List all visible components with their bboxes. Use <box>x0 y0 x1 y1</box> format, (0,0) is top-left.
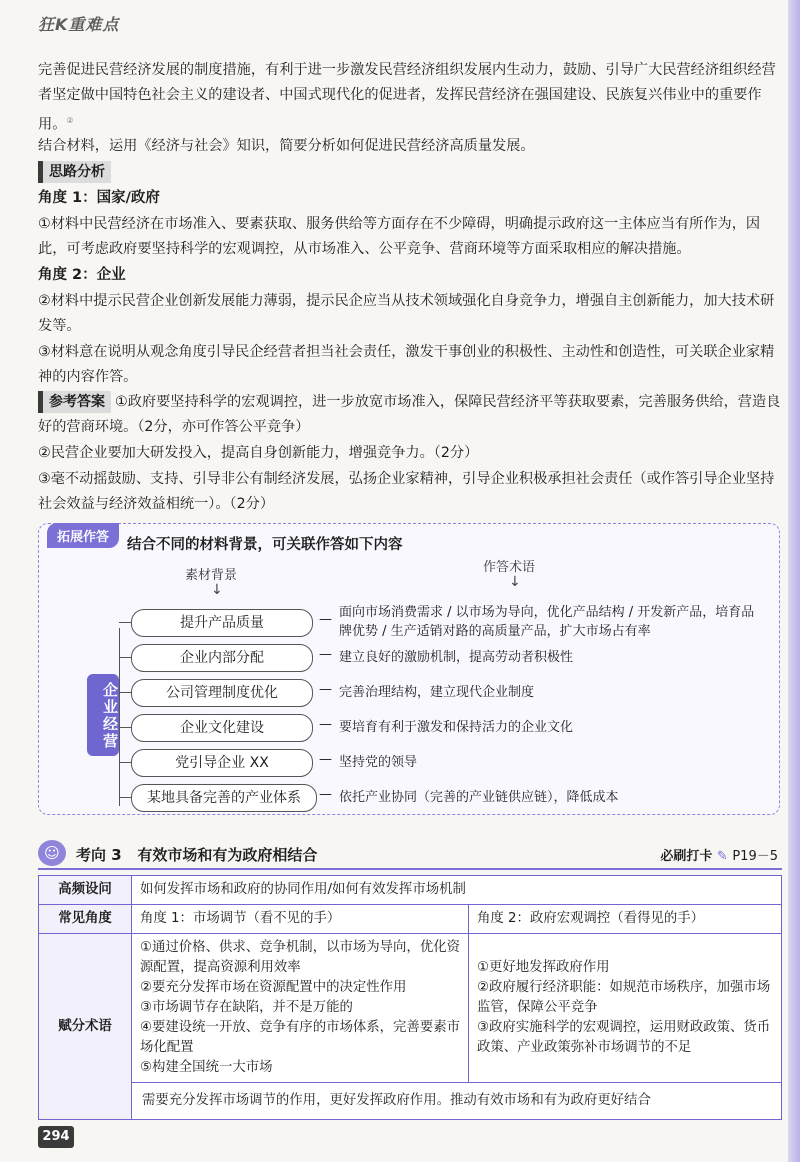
dash: — <box>319 612 332 627</box>
government-terms-cell <box>469 934 782 1083</box>
row-head-angle: 常见角度 <box>39 905 132 934</box>
angle2-text-b: ③材料意在说明从观念角度引导民企经营者担当社会责任，激发干事创业的积极性、主动性和创造性，可关联企业家精神的内容作答。 <box>38 344 775 385</box>
section-header <box>38 840 782 870</box>
answer-a1-text: ①政府要坚持科学的宏观调控，进一步放宽市场准入，保障民营经济平等获取要素，完善服务供给，营造良好的营商环境。（2分，亦可作答公平竞争） <box>38 394 781 435</box>
branch-line <box>119 797 131 798</box>
angle-government: 角度 2：政府宏观调控（看得见的手） <box>469 905 782 934</box>
expansion-box <box>38 523 780 815</box>
branch-line <box>119 622 131 623</box>
answer-tag: 参考答案 <box>38 391 111 413</box>
dash: — <box>319 682 332 697</box>
center-label-enterprise: 企业经营 <box>87 674 119 756</box>
list-item: ⑤构建全国统一大市场 <box>140 1060 273 1075</box>
section-label: 考向 3 <box>76 846 122 864</box>
node-product-quality: 提升产品质量 <box>131 609 313 637</box>
list-item: ④要建设统一开放、竞争有序的市场体系，完善要素市场化配置 <box>140 1020 460 1055</box>
desc-party-guidance: 坚持党的领导 <box>339 755 418 770</box>
list-item: ③市场调节存在缺陷，并不是万能的 <box>140 1000 353 1015</box>
summary-table <box>38 875 782 1120</box>
answer-a2: ②民营企业要加大研发投入，提高自身创新能力，增强竞争力。（2分） <box>38 445 479 461</box>
answer-a1 <box>38 390 782 440</box>
question-text: 结合材料，运用《经济与社会》知识，简要分析如何促进民营经济高质量发展。 <box>38 138 535 154</box>
row-head-question: 高频设问 <box>39 876 132 905</box>
material-text: 完善促进民营经济发展的制度措施，有利于进一步激发民营经济组织发展内生动力，鼓励、引导广大民营经济组织经营者坚定做中国特色社会主义的建设者、中国式现代化的促进者，发挥民营经济在强国建设、民族复兴伟业中的重要作用。 <box>38 62 776 133</box>
analysis-tag: 思路分析 <box>38 161 111 183</box>
dash: — <box>319 752 332 767</box>
dash: — <box>319 647 332 662</box>
angle2-title: 角度 2：企业 <box>38 267 126 283</box>
market-terms-cell <box>132 934 469 1083</box>
angle1-text: ①材料中民营经济在市场准入、要素获取、服务供给等方面存在不少障碍，明确提示政府这一主体应当有所作为，因此，可考虑政府要坚持科学的宏观调控，从市场准入、公平竞争、营商环境等方面采取相应的解决措施。 <box>38 216 761 257</box>
expansion-tag: 拓展作答 <box>47 523 119 548</box>
dash: — <box>319 717 332 732</box>
section-title <box>76 844 317 865</box>
node-corporate-culture: 企业文化建设 <box>131 714 313 742</box>
branch-line <box>119 657 131 658</box>
arrow-down-icon: ↓ <box>211 582 223 598</box>
table-row <box>39 934 782 1083</box>
branch-line <box>119 727 131 728</box>
desc-management-system: 完善治理结构，建立现代企业制度 <box>339 685 535 700</box>
node-management-system: 公司管理制度优化 <box>131 679 313 707</box>
dash: — <box>319 787 332 802</box>
list-item: ③政府实施科学的宏观调控，运用财政政策、货币政策、产业政策弥补市场调节的不足 <box>477 1020 771 1055</box>
page-number: 294 <box>38 1126 74 1148</box>
expansion-title: 结合不同的材料背景，可关联作答如下内容 <box>127 537 403 553</box>
analysis-section <box>38 160 782 185</box>
table-row <box>39 905 782 934</box>
material-paragraph <box>38 58 782 138</box>
pen-icon: ✎ <box>716 849 728 864</box>
desc-industrial-system: 依托产业协同（完善的产业链供应链），降低成本 <box>339 790 619 805</box>
node-industrial-system: 某地具备完善的产业体系 <box>131 784 317 812</box>
answer-a3: ③毫不动摇鼓励、支持、引导非公有制经济发展，弘扬企业家精神，引导企业积极承担社会责任（或作答引导企业坚持社会效益与经济效益相统一）。（2分） <box>38 471 775 512</box>
daily-checkin <box>660 845 778 864</box>
desc-product-quality: 面向市场消费需求 / 以市场为导向，优化产品结构 / 开发新产品，培育品牌优势 / 生产适销对路的高质量产品，扩大市场占有率 <box>339 605 755 639</box>
angle2-text-a: ②材料中提示民营企业创新发展能力薄弱，提示民企应当从技术领域强化自身竞争力，增强自主创新能力，加大技术研发等。 <box>38 293 775 334</box>
arrow-down-icon: ↓ <box>509 574 521 590</box>
section-title-text: 有效市场和有为政府相结合 <box>137 846 318 864</box>
node-party-guidance: 党引导企业 XX <box>131 749 313 777</box>
desc-internal-distribution: 建立良好的激励机制，提高劳动者积极性 <box>339 650 574 665</box>
checkin-code: P19－5 <box>732 849 778 864</box>
column-label-background: 素材背景 <box>185 568 238 583</box>
angle-market: 角度 1：市场调节（看不见的手） <box>132 905 469 934</box>
list-item: ①通过价格、供求、竞争机制，以市场为导向，优化资源配置，提高资源利用效率 <box>140 940 460 975</box>
branch-line <box>119 692 131 693</box>
mascot-icon: ☺ <box>38 840 66 866</box>
angle1-title: 角度 1：国家/政府 <box>38 190 160 206</box>
page-edge-decoration <box>788 0 800 1162</box>
node-internal-distribution: 企业内部分配 <box>131 644 313 672</box>
table-row <box>39 1083 782 1120</box>
row-question-text: 如何发挥市场和政府的协同作用/如何有效发挥市场机制 <box>132 876 782 905</box>
desc-corporate-culture: 要培育有利于激发和保持活力的企业文化 <box>339 720 574 735</box>
note-mark: ② <box>66 116 74 125</box>
list-item: ①更好地发挥政府作用 <box>477 960 610 975</box>
column-label-terms: 作答术语 <box>483 560 536 575</box>
list-item: ②要充分发挥市场在资源配置中的决定性作用 <box>140 980 407 995</box>
brand-text: 狂K重难点 <box>38 15 120 34</box>
row-head-terms: 赋分术语 <box>39 934 132 1120</box>
checkin-label: 必刷打卡 <box>660 849 713 864</box>
terms-summary: 需要充分发挥市场调节的作用，更好发挥政府作用。推动有效市场和有为政府更好结合 <box>132 1083 782 1120</box>
list-item: ②政府履行经济职能：如规范市场秩序，加强市场监管，保障公平竞争 <box>477 980 771 1015</box>
brand-logo <box>38 12 119 38</box>
branch-line <box>119 762 131 763</box>
table-row <box>39 876 782 905</box>
